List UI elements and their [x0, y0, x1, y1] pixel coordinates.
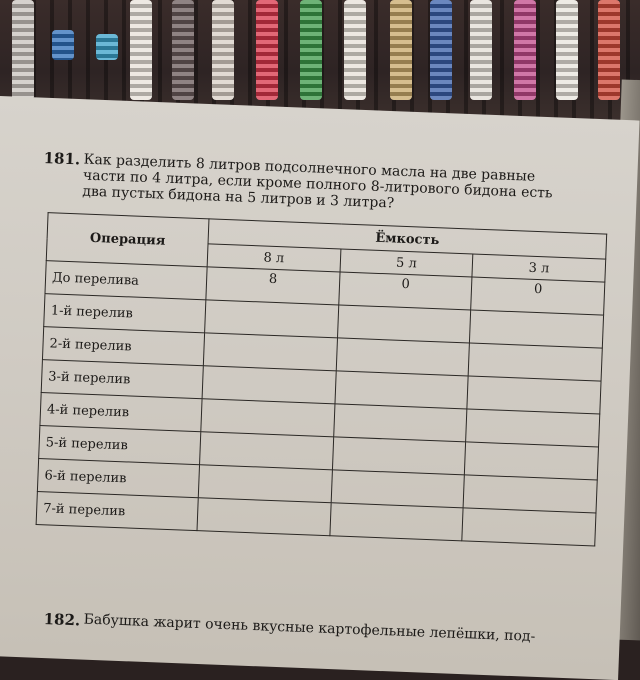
- cell-3l[interactable]: [465, 442, 599, 480]
- row-label: 3-й перелив: [41, 360, 203, 399]
- row-label: 7-й перелив: [36, 491, 198, 530]
- cell-3l[interactable]: [466, 409, 600, 447]
- row-label: 5-й перелив: [39, 426, 201, 465]
- rug-stripe: [300, 0, 322, 100]
- rug-stripe: [344, 0, 366, 100]
- rug-stripe: [390, 0, 412, 100]
- problem-text: Как разделить 8 литров подсолнечного масла на две равные части по 4 литра, если кроме полного 8-литрового бидона есть два пустых бидона на 5 литров и 3 литра?: [82, 151, 553, 212]
- row-label: 2-й перелив: [42, 327, 204, 366]
- cell-5l[interactable]: [336, 338, 470, 376]
- rug-stripe: [470, 0, 492, 100]
- row-label: До перелива: [45, 261, 207, 300]
- cell-8l[interactable]: 8: [206, 267, 340, 305]
- cell-5l[interactable]: 0: [338, 272, 472, 310]
- rug-stripe: [130, 0, 152, 100]
- volume-5l-header: 5 л: [340, 249, 473, 277]
- cell-5l[interactable]: [331, 470, 465, 508]
- cell-5l[interactable]: [330, 503, 464, 541]
- cell-3l[interactable]: [462, 508, 596, 546]
- rug-stripe: [598, 0, 620, 100]
- row-label: 6-й перелив: [37, 459, 199, 498]
- rug-stripe: [256, 0, 278, 100]
- cell-3l[interactable]: [470, 310, 604, 348]
- cell-8l[interactable]: [201, 399, 335, 437]
- volume-8l-header: 8 л: [207, 244, 340, 272]
- cell-8l[interactable]: [205, 300, 339, 338]
- cell-5l[interactable]: [337, 305, 471, 343]
- operation-header: Операция: [46, 213, 209, 267]
- cell-5l[interactable]: [335, 371, 469, 409]
- problem-text: Бабушка жарит очень вкусные картофельные лепёшки, под-: [83, 611, 536, 645]
- rug-stripe: [430, 0, 452, 100]
- cell-3l[interactable]: 0: [471, 277, 605, 315]
- rug-stripe: [212, 0, 234, 100]
- rug-stripe: [12, 0, 34, 100]
- pouring-table: [36, 212, 608, 546]
- cell-3l[interactable]: [463, 475, 597, 513]
- cell-8l[interactable]: [203, 333, 337, 371]
- cell-3l[interactable]: [468, 343, 602, 381]
- rug-stripe: [172, 0, 194, 100]
- cell-8l[interactable]: [202, 366, 336, 404]
- problem-number: 181.: [43, 149, 81, 169]
- cell-8l[interactable]: [197, 498, 331, 536]
- cell-5l[interactable]: [333, 404, 467, 442]
- problem-number: 182.: [43, 610, 81, 630]
- rug-stripe: [556, 0, 578, 100]
- cell-8l[interactable]: [198, 465, 332, 503]
- row-label: 1-й перелив: [44, 294, 206, 333]
- rug-stripe: [96, 34, 118, 60]
- rug-stripe: [52, 30, 74, 60]
- cell-3l[interactable]: [467, 376, 601, 414]
- rug-stripe: [514, 0, 536, 100]
- capacity-header: Ёмкость: [208, 219, 607, 259]
- row-label: 4-й перелив: [40, 393, 202, 432]
- problem-181: [30, 150, 614, 547]
- cell-5l[interactable]: [332, 437, 466, 475]
- cell-8l[interactable]: [200, 432, 334, 470]
- volume-3l-header: 3 л: [472, 254, 605, 282]
